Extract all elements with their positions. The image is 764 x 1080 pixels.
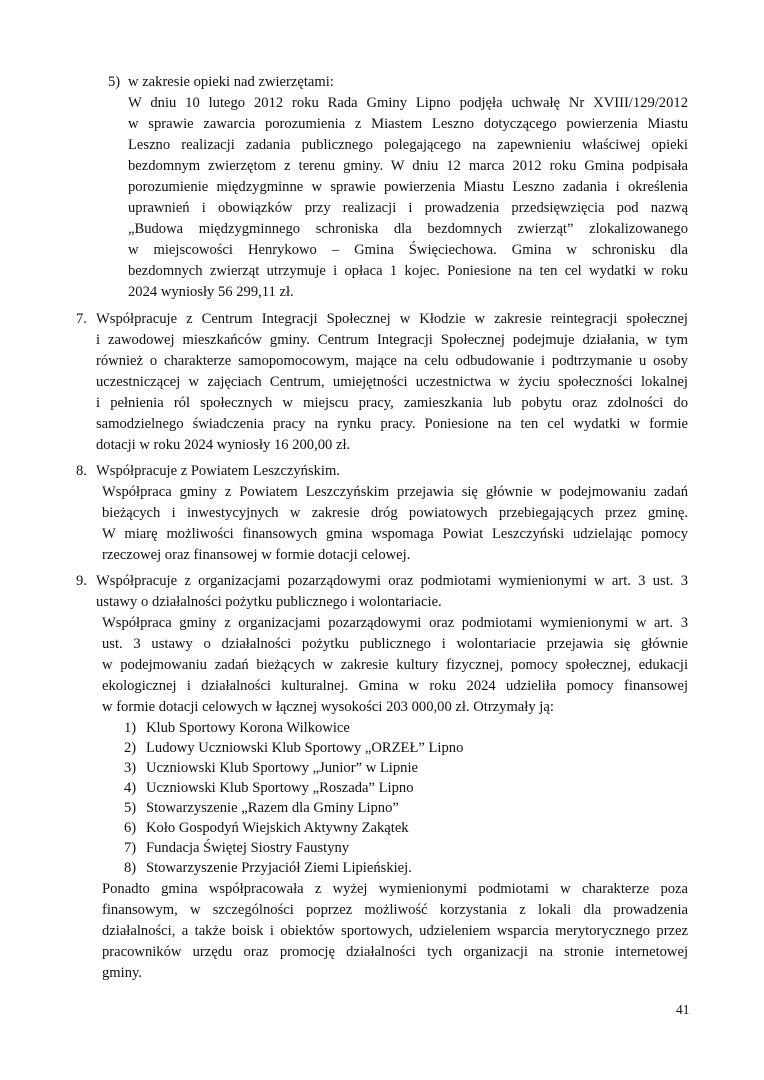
paragraph-line: również o charakterze samopomocowym, mające na celu odbudowanie i podtrzymanie u osoby [96, 353, 688, 369]
list-item: Klub Sportowy Korona Wilkowice [146, 720, 350, 736]
item-5-number: 5) [108, 74, 121, 90]
paragraph-line: bezdomnym zwierzętom z terenu gminy. W dniu 12 marca 2012 roku Gmina podpisała [128, 158, 688, 174]
list-item: Stowarzyszenie Przyjaciół Ziemi Lipieńskiej. [146, 860, 412, 876]
paragraph-line: rzeczowej oraz finansowej w formie dotacji celowej. [102, 547, 411, 563]
list-item: Uczniowski Klub Sportowy „Roszada” Lipno [146, 780, 414, 796]
list-item-number: 8) [124, 860, 137, 876]
paragraph-line: działalności, a także boisk i obiektów sportowych, udzieleniem wsparcia merytorycznego przez [102, 923, 688, 939]
paragraph-line: w sprawie zawarcia porozumienia z Miastem Leszno dotyczącego powierzenia Miastu [128, 116, 688, 132]
list-item: Koło Gospodyń Wiejskich Aktywny Zakątek [146, 820, 409, 836]
paragraph-line: Ponadto gmina współpracowała z wyżej wymienionymi podmiotami w charakterze poza [102, 881, 688, 897]
page-number: 41 [676, 1002, 690, 1017]
paragraph-line: Leszno realizacji zadania publicznego polegającego na zapewnieniu właściwej opieki [128, 137, 688, 153]
paragraph-line: i pełnienia ról społecznych w miejscu pracy, zamieszkania lub pobytu oraz zdolności do [96, 395, 688, 411]
paragraph-line: ust. 3 ustawy o działalności pożytku publicznego i wolontariacie przejawia się głównie [102, 636, 688, 652]
paragraph-line: W miarę możliwości finansowych gmina wspomaga Powiat Leszczyński udzielając pomocy [102, 526, 688, 542]
paragraph-line: finansowym, w szczególności poprzez możliwość korzystania z lokali dla prowadzenia [102, 902, 688, 918]
paragraph-line: w podejmowaniu zadań bieżących w zakresie kultury fizycznej, pomocy społecznej, edukacji [102, 657, 688, 673]
list-item: Fundacja Świętej Siostry Faustyny [146, 840, 350, 856]
paragraph-line: „Budowa międzygminnego schroniska dla bezdomnych zwierząt” zlokalizowanego [128, 221, 688, 237]
paragraph-line: ekologicznej i działalności kulturalnej. Gmina w roku 2024 udzieliła pomocy finansowej [102, 678, 688, 694]
paragraph-line: bezdomnych zwierząt utrzymuje i opłaca 1 kojec. Poniesione na ten cel wydatki w roku [128, 263, 688, 279]
paragraph-line: Współpraca gminy z organizacjami pozarządowymi oraz podmiotami wymienionymi w art. 3 [102, 615, 688, 631]
item-8-number: 8. [76, 463, 87, 479]
paragraph-line: w miejscowości Henrykowo – Gmina Święciechowa. Gmina w schronisku dla [128, 242, 688, 258]
list-item-number: 2) [124, 740, 137, 756]
item-7-number: 7. [76, 311, 87, 327]
paragraph-line: porozumienie międzygminne w sprawie powierzenia Miastu Leszno zadania i określenia [128, 179, 688, 195]
list-item: Ludowy Uczniowski Klub Sportowy „ORZEŁ” Lipno [146, 740, 464, 756]
list-item-number: 5) [124, 800, 137, 816]
list-item-number: 1) [124, 720, 137, 736]
paragraph-line: W dniu 10 lutego 2012 roku Rada Gminy Lipno podjęła uchwałę Nr XVIII/129/2012 [128, 95, 688, 111]
item-9-title-line: ustawy o działalności pożytku publicznego i wolontariacie. [96, 594, 442, 610]
paragraph-line: uczestniczącej w zajęciach Centrum, umiejętności uczestnictwa w życiu społeczności lokalnej [96, 374, 688, 390]
list-item-number: 4) [124, 780, 137, 796]
list-item: Uczniowski Klub Sportowy „Junior” w Lipnie [146, 760, 418, 776]
item-8-title: Współpracuje z Powiatem Leszczyńskim. [96, 463, 340, 479]
paragraph-line: w formie dotacji celowych w łącznej wysokości 203 000,00 zł. Otrzymały ją: [102, 699, 554, 715]
paragraph-line: Współpracuje z Centrum Integracji Społecznej w Kłodzie w zakresie reintegracji społecznej [96, 311, 688, 327]
paragraph-line: dotacji w roku 2024 wyniosły 16 200,00 zł. [96, 437, 351, 453]
paragraph-line: uprawnień i obowiązków przy realizacji i prowadzenia przedsięwzięcia pod nazwą [128, 200, 688, 216]
item-5-title: w zakresie opieki nad zwierzętami: [128, 74, 334, 90]
paragraph-line: i zawodowej mieszkańców gminy. Centrum Integracji Społecznej podejmuje działania, w tym [96, 332, 688, 348]
list-item: Stowarzyszenie „Razem dla Gminy Lipno” [146, 800, 399, 816]
item-9-number: 9. [76, 573, 87, 589]
paragraph-line: Współpraca gminy z Powiatem Leszczyńskim przejawia się głównie w podejmowaniu zadań [102, 484, 688, 500]
paragraph-line: 2024 wyniosły 56 299,11 zł. [128, 284, 294, 300]
list-item-number: 7) [124, 840, 137, 856]
paragraph-line: bieżących i inwestycyjnych w zakresie dróg powiatowych przebiegających przez gminę. [102, 505, 688, 521]
paragraph-line: gminy. [102, 965, 142, 981]
paragraph-line: samodzielnego świadczenia pracy na rynku pracy. Poniesione na ten cel wydatki w formie [96, 416, 688, 432]
paragraph-line: pracowników urzędu oraz promocję działalności tych organizacji na stronie internetowej [102, 944, 688, 960]
list-item-number: 6) [124, 820, 137, 836]
item-9-title-line: Współpracuje z organizacjami pozarządowymi oraz podmiotami wymienionymi w art. 3 ust. 3 [96, 573, 688, 589]
list-item-number: 3) [124, 760, 137, 776]
